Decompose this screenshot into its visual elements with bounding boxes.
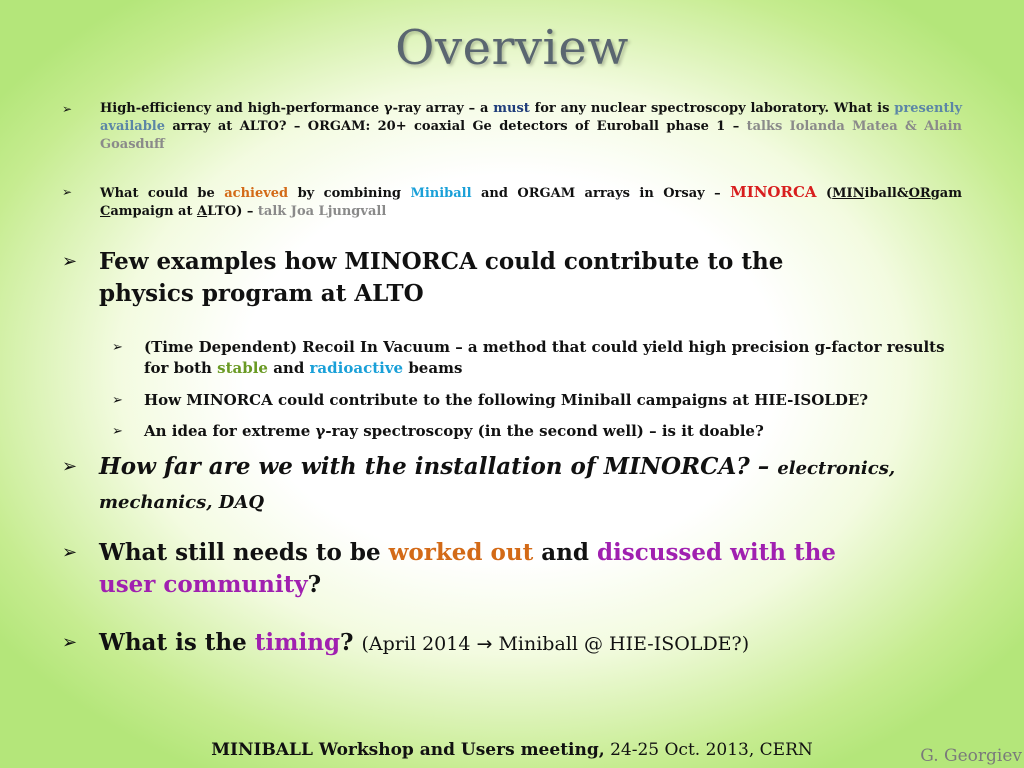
bullet-text — [99, 627, 900, 660]
text-segment: and — [267, 359, 310, 377]
highlight-must: must — [493, 101, 530, 116]
bullet-text — [100, 100, 962, 154]
bullet-text: Few examples how MINORCA could contribute to the physics program at ALTO — [99, 248, 784, 307]
highlight-stable: stable — [217, 359, 268, 377]
installation-items: electronics, mechanics, DAQ — [99, 458, 896, 513]
text-segment: High-efficiency and high-performance γ-ray array – a — [100, 101, 494, 116]
author-name: G. Georgiev — [920, 746, 1022, 766]
text-segment: for any nuclear spectroscopy laboratory. What is — [529, 101, 895, 116]
talk-reference: talk Joa Ljungvall — [257, 204, 387, 219]
bullet-text — [99, 537, 900, 601]
text-segment: array at ALTO? – ORGAM: 20+ coaxial Ge detectors of Euroball phase 1 – — [165, 119, 747, 134]
highlight-presently-available: presently available — [100, 101, 962, 134]
highlight-minorca: MINORCA — [730, 183, 817, 201]
text-segment: ( — [816, 186, 833, 201]
bullet-text: An idea for extreme γ-ray spectroscopy (in the second well) – is it doable? — [144, 422, 764, 440]
bullet-presently-available — [0, 100, 962, 154]
text-segment: What still needs to be — [99, 539, 389, 566]
timing-detail: Miniball @ HIE-ISOLDE?) — [492, 633, 750, 655]
acronym-part: OR — [908, 186, 931, 201]
text-segment: by combining — [288, 186, 411, 201]
footer-date: 24-25 Oct. 2013, CERN — [604, 740, 813, 760]
arrow-bullet-icon: ➢ — [62, 456, 78, 477]
text-segment: (Time Dependent) Recoil In Vacuum – a method that could yield high precision g-factor results for both — [144, 338, 945, 377]
arrow-bullet-icon: ➢ — [112, 424, 123, 439]
bullet-text — [99, 451, 900, 519]
bullet-worked-out — [0, 537, 900, 601]
text-segment: LTO) – — [207, 204, 258, 219]
arrow-bullet-icon: ➢ — [62, 102, 73, 116]
bullet-timing — [0, 627, 900, 660]
footer-event: MINIBALL Workshop and Users meeting, — [211, 740, 605, 760]
arrow-bullet-icon: ➢ — [62, 185, 73, 199]
highlight-miniball: Miniball — [410, 186, 472, 201]
text-segment: What could be — [100, 186, 225, 201]
text-segment: ? — [307, 571, 322, 598]
subbullet-miniball-campaigns — [0, 390, 960, 411]
talk-reference: talks Iolanda Matea & Alain Goasduff — [100, 119, 962, 152]
text-segment: iball& — [864, 186, 909, 201]
bullet-minorca — [0, 183, 962, 221]
arrow-bullet-icon: ➢ — [62, 251, 78, 272]
footer — [0, 740, 1024, 760]
arrow-bullet-icon: ➢ — [112, 393, 123, 408]
highlight-worked-out: worked out — [388, 539, 534, 566]
subbullet-extreme-spectroscopy — [0, 421, 960, 442]
acronym-part: C — [100, 204, 111, 219]
text-segment: ? — [340, 629, 362, 656]
bullet-text — [100, 183, 962, 221]
arrow-bullet-icon: ➢ — [62, 542, 78, 563]
acronym-part: A — [197, 204, 208, 219]
bullet-text: How MINORCA could contribute to the following Miniball campaigns at HIE-ISOLDE? — [144, 391, 869, 409]
highlight-timing: timing — [254, 629, 341, 656]
highlight-radioactive: radioactive — [309, 359, 404, 377]
text-segment: What is the — [99, 629, 255, 656]
text-segment: beams — [403, 359, 463, 377]
subbullet-recoil-in-vacuum — [0, 337, 960, 379]
highlight-discussed: discussed with the user community — [99, 539, 836, 598]
arrow-bullet-icon: ➢ — [112, 340, 123, 355]
arrow-bullet-icon: ➢ — [62, 632, 78, 653]
right-arrow-icon: → — [476, 633, 493, 655]
bullet-installation — [0, 451, 900, 519]
text-segment: gam — [930, 186, 962, 201]
acronym-part: MIN — [832, 186, 865, 201]
timing-detail: (April 2014 — [361, 633, 477, 655]
bullet-few-examples — [0, 246, 880, 310]
bullet-text — [144, 337, 960, 379]
slide-title: Overview — [395, 20, 629, 76]
text-segment: How far are we with the installation of MINORCA? – — [99, 453, 778, 480]
highlight-achieved: achieved — [224, 186, 289, 201]
text-segment: ampaign at — [110, 204, 198, 219]
text-segment: and ORGAM arrays in Orsay – — [471, 186, 731, 201]
text-segment: and — [533, 539, 597, 566]
